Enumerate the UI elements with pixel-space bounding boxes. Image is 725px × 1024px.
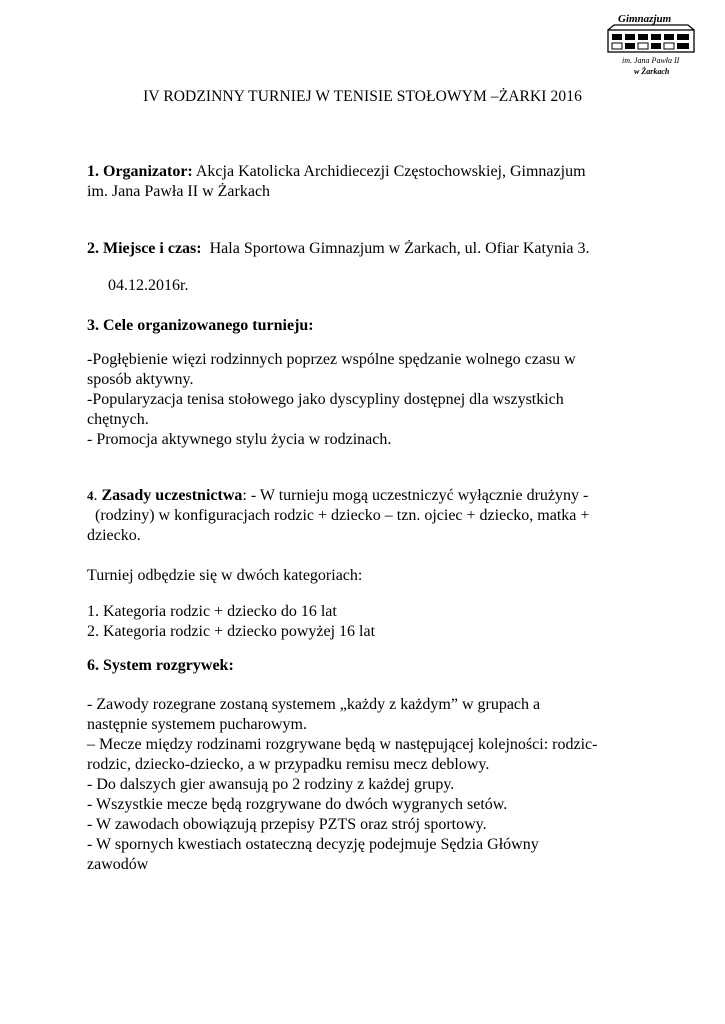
system-line: zawodów: [87, 856, 149, 873]
section-place: [87, 239, 647, 259]
rules-label: Zasady uczestnictwa: [101, 487, 243, 504]
system-line: - W zawodach obowiązują przepisy PZTS oraz strój sportowy.: [87, 816, 487, 833]
section-organizer: [87, 162, 647, 202]
category-item: 2. Kategoria rodzic + dziecko powyżej 16 lat: [87, 623, 376, 640]
place-text: Hala Sportowa Gimnazjum w Żarkach, ul. Ofiar Katynia 3.: [209, 240, 590, 257]
goals-line: chętnych.: [87, 411, 149, 428]
organizer-label: 1. Organizator:: [87, 163, 193, 180]
organizer-line-2: im. Jana Pawła II w Żarkach: [87, 183, 271, 200]
system-line: – Mecze między rodzinami rozgrywane będą w następującej kolejności: rodzic-: [87, 736, 598, 753]
logo-line-2: im. Jana Pawła II: [622, 56, 680, 65]
category-item: 1. Kategoria rodzic + dziecko do 16 lat: [87, 603, 337, 620]
goals-line: -Pogłębienie więzi rodzinnych poprzez wspólne spędzanie wolnego czasu w: [87, 351, 576, 368]
system-line: rodzic, dziecko-dziecko, a w przypadku remisu mecz deblowy.: [87, 756, 490, 773]
rules-line-1: : - W turnieju mogą uczestniczyć wyłącznie drużyny -: [242, 487, 589, 504]
rules-dot: .: [93, 487, 98, 504]
place-date: 04.12.2016r.: [108, 277, 189, 294]
categories-intro: Turniej odbędzie się w dwóch kategoriach:: [87, 567, 363, 584]
system-line: - Do dalszych gier awansują po 2 rodziny z każdej grupy.: [87, 776, 455, 793]
goals-heading: 3. Cele organizowanego turnieju:: [87, 317, 314, 334]
place-label: 2. Miejsce i czas:: [87, 240, 202, 257]
document-title: IV RODZINNY TURNIEJ W TENISIE STOŁOWYM –ŻARKI 2016: [143, 88, 582, 105]
rules-number: 4: [87, 488, 94, 503]
system-line: - Wszystkie mecze będą rozgrywane do dwóch wygranych setów.: [87, 796, 508, 813]
goals-list: [87, 350, 647, 450]
goals-line: - Promocja aktywnego stylu życia w rodzinach.: [87, 431, 392, 448]
system-line: - Zawody rozegrane zostaną systemem „każdy z każdym” w grupach a: [87, 696, 541, 713]
system-line: - W spornych kwestiach ostateczną decyzję podejmuje Sędzia Główny: [87, 836, 539, 853]
system-list: [87, 695, 647, 875]
goals-line: -Popularyzacja tenisa stołowego jako dyscypliny dostępnej dla wszystkich: [87, 391, 564, 408]
logo-line-3: w Żarkach: [634, 67, 670, 76]
organizer-line-1: Akcja Katolicka Archidiecezji Częstochowskiej, Gimnazjum: [195, 163, 586, 180]
rules-line-2: (rodziny) w konfiguracjach rodzic + dziecko – tzn. ojciec + dziecko, matka +: [87, 507, 590, 524]
goals-line: sposób aktywny.: [87, 371, 194, 388]
categories-list: [87, 602, 647, 642]
section-rules: [87, 486, 647, 546]
school-building-icon: [598, 8, 706, 80]
school-logo: [598, 8, 706, 80]
rules-line-3: dziecko.: [87, 527, 141, 544]
system-heading: 6. System rozgrywek:: [87, 657, 234, 674]
system-line: następnie systemem pucharowym.: [87, 716, 307, 733]
logo-title: Gimnazjum: [618, 13, 672, 25]
